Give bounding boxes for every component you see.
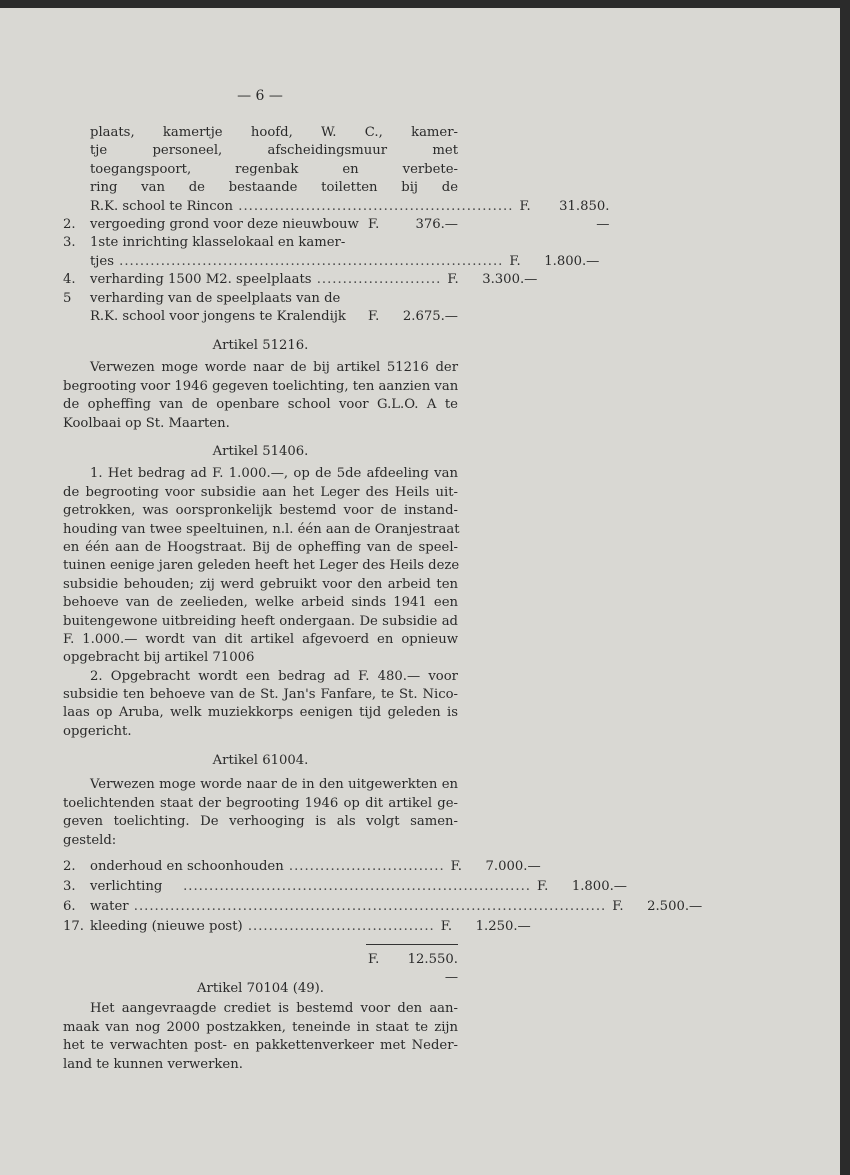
item-currency: F.	[612, 898, 624, 914]
section-artikel-61004	[63, 752, 703, 986]
text-line: opgebracht bij artikel 71006	[63, 650, 255, 666]
text-line: tuinen eenige jaren geleden heeft het Leger des Heils deze	[63, 558, 460, 574]
item-currency: F.	[536, 878, 549, 894]
text-line: Koolbaai op St. Maarten.	[63, 415, 230, 431]
text-line: plaats, kamertje hoofd, W. C., kamer-	[90, 125, 458, 140]
cost-item	[63, 898, 703, 918]
cost-item	[63, 308, 458, 326]
text-line: toelichtenden staat der begrooting 1946 op dit artikel ge-	[63, 795, 458, 811]
item-currency: F.	[368, 216, 380, 232]
item-number: 6.	[63, 898, 76, 914]
item-text: verlichting	[90, 878, 163, 894]
item-text: 1ste inrichting klasselokaal en kamer-	[90, 235, 346, 251]
item-text: kleeding (nieuwe post)	[90, 918, 243, 934]
text-line: subsidie ten behoeve van de St. Jan's Fanfare, te St. Nico-	[63, 687, 458, 703]
item-amount: 1.250.—	[475, 918, 531, 934]
text-line: tje personeel, afscheidingsmuur met	[90, 143, 458, 159]
item-number: 5	[63, 290, 72, 306]
item-amount: 376.—	[415, 216, 458, 232]
item-amount: 2.500.—	[647, 898, 703, 914]
text-line: getrokken, was oorspronkelijk bestemd voor de instand-	[63, 503, 458, 519]
text-line: behoeve van de zeelieden, welke arbeid sinds 1941 een	[63, 595, 458, 611]
item-number: 3.	[63, 235, 76, 251]
text-line: de opheffing van de openbare school voor G.L.O. A te	[63, 397, 458, 413]
text-line: Het aangevraagde crediet is bestemd voor den aan-	[90, 1001, 458, 1017]
text-line: 1. Het bedrag ad F. 1.000.—, op de 5de afdeeling van	[90, 466, 458, 482]
item-amount: 3.300.—	[482, 272, 538, 288]
leader-dots: ..........................................................................	[113, 253, 504, 269]
item-amount: 1.800.—	[571, 878, 627, 894]
cost-item	[63, 858, 541, 878]
text-line: opgericht.	[63, 723, 132, 739]
leader-dots: ........................	[311, 272, 442, 288]
item-amount: 31.850.—	[559, 198, 610, 232]
section-artikel-70104	[63, 980, 458, 1074]
item-amount: 1.800.—	[544, 253, 600, 269]
item-text: verharding van de speelplaats van de	[90, 290, 341, 306]
text-line: F. 1.000.— wordt van dit artikel afgevoerd en opnieuw	[63, 631, 458, 647]
text-line: Verwezen moge worde naar de bij artikel 51216 der	[90, 360, 458, 376]
section-heading: Artikel 70104 (49).	[197, 981, 324, 996]
item-currency: F.	[440, 918, 453, 934]
item-amount: 7.000.—	[485, 858, 541, 874]
total-amount: 12.550.—	[407, 951, 458, 986]
cost-item	[63, 290, 458, 308]
text-line: geven toelichting. De verhooging is als volgt samen-	[63, 814, 458, 830]
item-currency: F.	[519, 198, 531, 214]
cost-item	[63, 234, 458, 252]
text-line: subsidie behouden; zij werd gebruikt voor den arbeid ten	[63, 576, 458, 592]
cost-item	[63, 271, 538, 289]
item-currency: F.	[509, 253, 521, 269]
text-line: laas op Aruba, welk muziekkorps eenigen tijd geleden is	[63, 705, 458, 721]
total-currency: F.	[368, 951, 380, 967]
item-amount: 2.675.—	[402, 308, 458, 324]
text-line: ring van de bestaande toiletten bij de	[90, 180, 458, 196]
section-heading: Artikel 61004.	[212, 753, 309, 768]
section-heading: Artikel 51216.	[212, 338, 309, 353]
leader-dots: ...........................................................................................	[128, 898, 607, 914]
item-text: verharding 1500 M2. speelplaats	[90, 272, 312, 288]
section-artikel-51216	[63, 337, 458, 433]
text-line: de begrooting voor subsidie aan het Leger des Heils uit-	[63, 484, 458, 500]
item-number: 3.	[63, 878, 76, 894]
leader-dots: ...................................................................	[162, 878, 531, 894]
cost-list-block	[63, 124, 610, 326]
text-line: en één aan de Hoogstraat. Bij de opheffing van de speel-	[63, 539, 458, 555]
item-number: 2.	[63, 216, 76, 232]
cost-item	[63, 878, 627, 898]
text-line: gesteld:	[63, 832, 117, 848]
text-line: houding van twee speeltuinen, n.l. één aan de Oranjestraat	[63, 521, 460, 537]
text-line: toegangspoort, regenbak en verbete-	[90, 161, 458, 177]
item-currency: F.	[447, 272, 459, 288]
item-number: 17.	[63, 918, 84, 934]
item-text: vergoeding grond voor deze nieuwbouw	[90, 216, 359, 232]
cost-item	[63, 253, 600, 271]
leader-dots: .....................................................	[233, 198, 514, 214]
page-number: — 6 —	[237, 88, 283, 104]
item-text: onderhoud en schoonhouden	[90, 858, 284, 874]
cost-item	[63, 216, 458, 234]
cost-item	[63, 918, 531, 938]
item-text: tjes	[90, 253, 114, 269]
leader-dots: ..............................	[283, 858, 445, 874]
section-artikel-51406	[63, 443, 458, 741]
text-line: het te verwachten post- en pakkettenverkeer met Neder-	[63, 1038, 458, 1054]
leader-dots: ....................................	[242, 918, 435, 934]
text-line: begrooting voor 1946 gegeven toelichting, ten aanzien van	[63, 378, 459, 394]
text-line: land te kunnen verwerken.	[63, 1056, 243, 1072]
item-text: R.K. school voor jongens te Kralendijk	[90, 308, 346, 324]
item-number: 4.	[63, 272, 76, 288]
text-line: Verwezen moge worde naar de in den uitgewerkten en	[90, 777, 458, 793]
total-row	[63, 951, 458, 986]
section-heading: Artikel 51406.	[212, 444, 309, 459]
item-text: water	[90, 898, 129, 914]
item-text: R.K. school te Rincon	[90, 198, 234, 214]
text-line: 2. Opgebracht wordt een bedrag ad F. 480.— voor	[90, 668, 458, 684]
item-number: 2.	[63, 858, 76, 874]
item-currency: F.	[368, 308, 380, 324]
item-currency: F.	[450, 858, 462, 874]
text-line: buitengewone uitbreiding heeft ondergaan. De subsidie ad	[63, 613, 458, 629]
total-rule	[366, 944, 458, 945]
text-line: maak van nog 2000 postzakken, teneinde in staat te zijn	[63, 1019, 458, 1035]
